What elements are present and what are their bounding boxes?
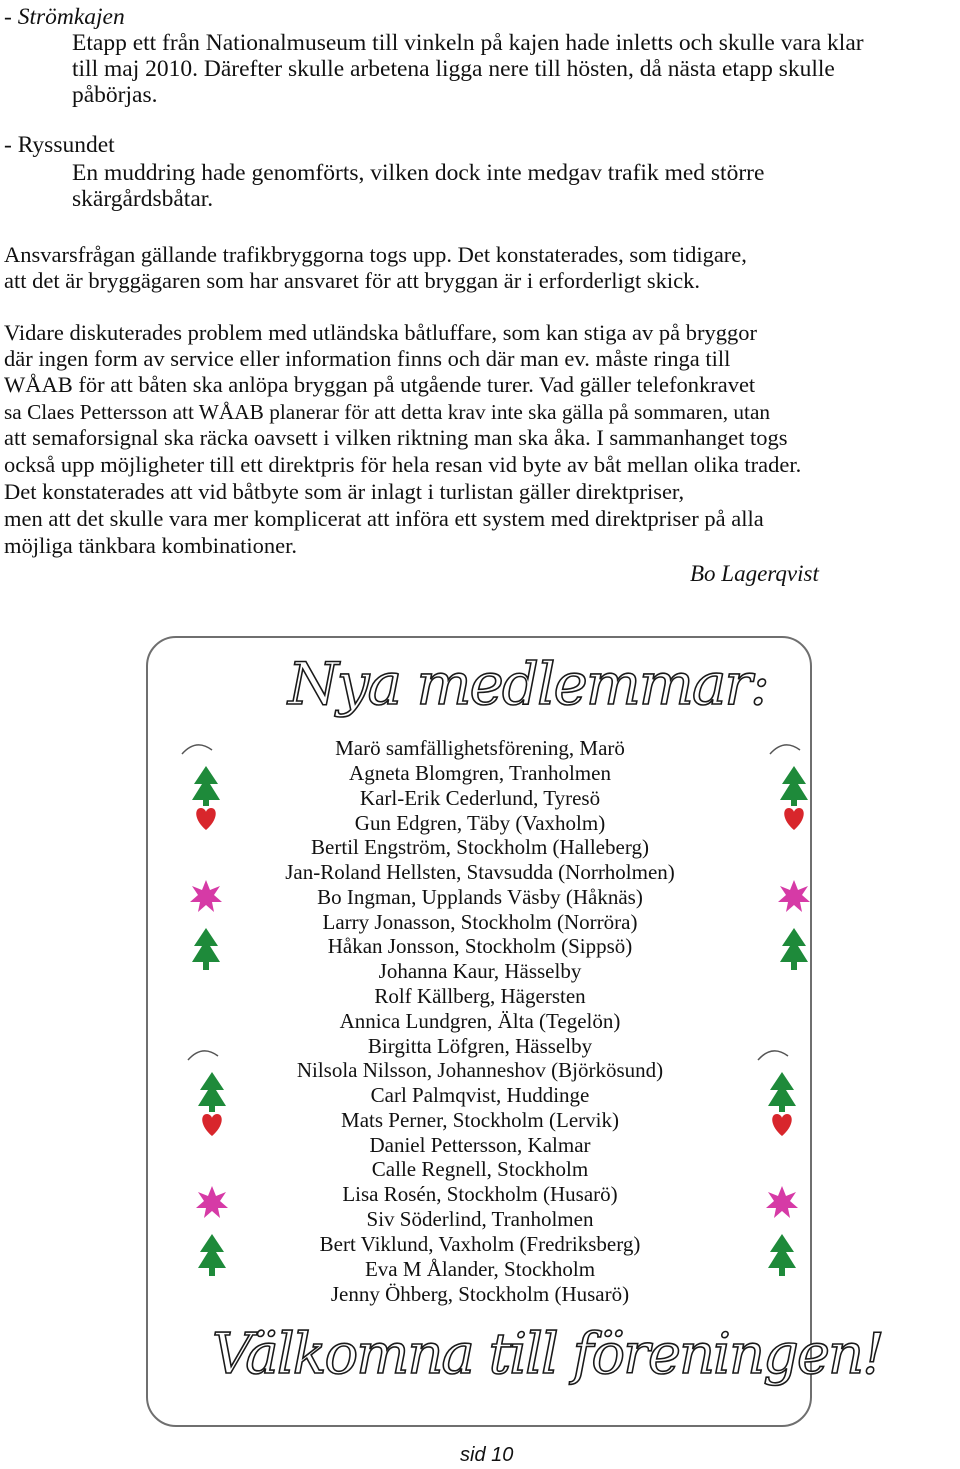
heart-icon [784,808,803,830]
paragraph2-line-8: men att det skulle vara mer komplicerat att införa ett system med direktpriser på alla [4,506,764,531]
tree-icon [198,1072,226,1112]
page-number: sid 10 [460,1444,514,1466]
star-icon [190,880,222,912]
signature: Bo Lagerqvist [690,561,819,586]
paragraph2-line-3: WÅAB för att båten ska anlöpa bryggan på utgående turer. Vad gäller telefonkravet [4,372,756,397]
member-item: Marö samfällighetsförening, Marö [335,736,625,760]
ryssundet-line-1: En muddring hade genomförts, vilken dock inte medgav trafik med större [72,160,765,186]
member-item: Jenny Öhberg, Stockholm (Husarö) [330,1282,630,1306]
paragraph2-line-5: att semaforsignal ska räcka oavsett i vilken riktning man ska åka. I sammanhanget togs [4,425,788,450]
moon-icon [772,1150,792,1171]
member-item: Daniel Pettersson, Kalmar [369,1133,591,1157]
paragraph2-line-9: möjliga tänkbara kombinationer. [4,533,298,558]
paragraph2-line-7: Det konstaterades att vid båtbyte som är inlagt i turlistan gäller direktpriser, [4,479,685,504]
member-item: Bo Ingman, Upplands Väsby (Håknäs) [317,885,643,909]
tree-icon [192,928,220,970]
stromkajen-line-3: påbörjas. [72,82,158,108]
moon-icon [196,844,216,865]
member-item: Bert Viklund, Vaxholm (Fredriksberg) [319,1232,641,1256]
moon-icon [202,1150,222,1171]
member-item: Bertil Engström, Stockholm (Halleberg) [311,835,649,859]
member-item: Gun Edgren, Täby (Vaxholm) [354,811,606,835]
star-icon [196,1186,228,1218]
member-item: Lisa Rosén, Stockholm (Husarö) [342,1182,618,1206]
member-item: Johanna Kaur, Hässelby [378,959,582,983]
member-item: Rolf Källberg, Hägersten [374,984,586,1008]
tree-icon [780,766,808,806]
member-item: Carl Palmqvist, Huddinge [370,1083,590,1107]
card-title: Nya medlemmar: [288,650,768,718]
paragraph1-line-1: Ansvarsfrågan gällande trafikbryggorna togs upp. Det konstaterades, som tidigare, [4,242,747,267]
paragraph2-line-1: Vidare diskuterades problem med utländska båtluffare, som kan stiga av på bryggor [4,320,758,345]
member-item: Siv Söderlind, Tranholmen [366,1207,594,1231]
paragraph2-line-2: där ingen form av service eller information finns och där man ev. måste ringa till [4,346,731,371]
tree-icon [780,928,808,970]
member-item: Agneta Blomgren, Tranholmen [349,761,611,785]
garland-left-top [176,744,236,994]
heart-icon [196,808,215,830]
heart-icon [202,1114,221,1136]
garland-right-top [764,744,824,994]
garland-right-bottom [752,1050,812,1300]
member-item: Karl-Erik Cederlund, Tyresö [359,786,601,810]
member-item: Annica Lundgren, Älta (Tegelön) [339,1009,621,1033]
paragraph1-line-2: att det är bryggägaren som har ansvaret för att bryggan är i erforderligt skick. [4,268,700,293]
ryssundet-line-2: skärgårdsbåtar. [72,186,214,212]
member-item: Håkan Jonsson, Stockholm (Sippsö) [327,934,633,958]
member-item: Mats Perner, Stockholm (Lervik) [341,1108,619,1132]
stromkajen-line-1: Etapp ett från Nationalmuseum till vinkeln på kajen hade inletts och skulle vara klar [72,30,864,56]
moon-icon [784,844,804,865]
member-item: Birgitta Löfgren, Hässelby [367,1034,593,1058]
tree-icon [768,1072,796,1112]
section-heading-ryssundet: - Ryssundet [4,132,115,158]
tree-icon [192,766,220,806]
tree-icon [768,1234,796,1276]
member-item: Nilsola Nilsson, Johanneshov (Björkösund) [296,1058,664,1082]
paragraph2-line-6: också upp möjligheter till ett direktpris för hela resan vid byte av båt mellan olika trader. [4,452,802,477]
tree-icon [198,1234,226,1276]
member-item: Jan-Roland Hellsten, Stavsudda (Norrholmen) [285,860,675,884]
member-item: Eva M Ålander, Stockholm [364,1257,596,1281]
member-item: Calle Regnell, Stockholm [371,1157,589,1181]
star-icon [766,1186,798,1218]
section-heading-stromkajen: - Strömkajen [4,4,125,30]
stromkajen-line-2: till maj 2010. Därefter skulle arbetena ligga nere till hösten, då nästa etapp skulle [72,56,835,82]
paragraph2-line-4: sa Claes Pettersson att WÅAB planerar för att detta krav inte ska gälla på sommaren, utan [4,400,771,424]
garland-left-bottom [182,1050,242,1300]
welcome-text: Välkomna till föreningen! [212,1322,883,1387]
star-icon [778,880,810,912]
member-item: Larry Jonasson, Stockholm (Norröra) [322,910,638,934]
heart-icon [772,1114,791,1136]
